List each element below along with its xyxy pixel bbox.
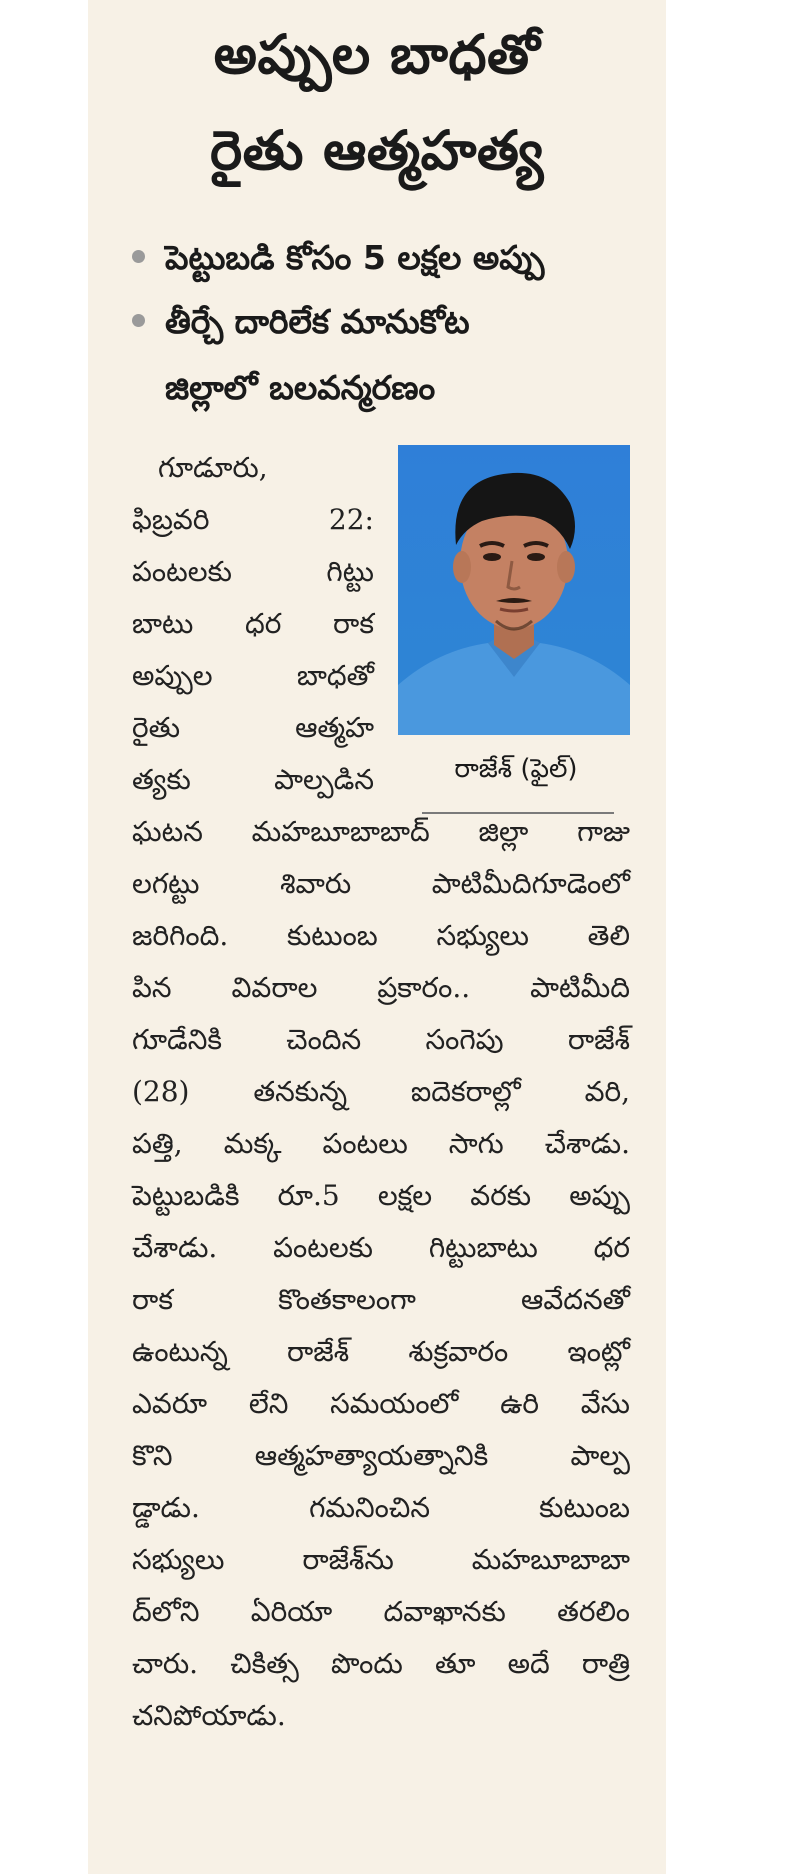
body-line: డ్డాడు. గమనించిన కుటుంబ <box>132 1491 630 1524</box>
body-line: బాటు ధర రాక <box>132 607 374 640</box>
body-line: ఫిబ్రవరి 22: <box>132 503 374 536</box>
body-line: రైతు ఆత్మహ <box>132 711 374 744</box>
body-line: రాక కొంతకాలంగా ఆవేదనతో <box>132 1283 630 1316</box>
body-line: చారు. చికిత్స పొందు తూ అదే రాత్రి <box>132 1647 630 1680</box>
subhead-bullet-2 <box>132 300 470 344</box>
body-line: ఉంటున్న రాజేశ్ శుక్రవారం ఇంట్లో <box>132 1335 630 1368</box>
portrait-illustration <box>398 445 630 735</box>
headline-line-2: రైతు ఆత్మహత్య <box>210 119 544 182</box>
body-line: పత్తి, మక్క పంటలు సాగు చేశాడు. <box>132 1127 630 1160</box>
body-line: చేశాడు. పంటలకు గిట్టుబాటు ధర <box>132 1231 630 1264</box>
subhead-text-2: తీర్చే దారిలేక మానుకోట <box>165 302 470 341</box>
body-line: పిన వివరాల ప్రకారం.. పాటిమీది <box>132 971 630 1004</box>
body-line: కొని ఆత్మహత్యాయత్నానికి పాల్ప <box>132 1439 630 1472</box>
subhead-text-1: పెట్టుబడి కోసం 5 లక్షల అప్పు <box>165 238 545 277</box>
bullet-icon <box>132 250 145 263</box>
farmer-photo <box>398 445 630 735</box>
body-line: ద్‌లోని ఏరియా దవాఖానకు తరలిం <box>132 1595 630 1628</box>
body-line: ఘటన మహబూబాబాద్ జిల్లా గాజు <box>132 815 630 848</box>
body-line: పెట్టుబడికి రూ.5 లక్షల వరకు అప్పు <box>132 1179 630 1212</box>
headline-line-1: అప్పుల బాధతో <box>213 23 541 86</box>
subhead-continuation: జిల్లాలో బలవన్మరణం <box>165 368 436 407</box>
subhead-bullet-1 <box>132 236 544 280</box>
body-line: త్యకు పాల్పడిన <box>132 763 374 796</box>
body-line: గూడేనికి చెందిన సంగెపు రాజేశ్ <box>132 1023 630 1056</box>
body-line: గూడూరు, <box>158 451 268 484</box>
body-line: జరిగింది. కుటుంబ సభ్యులు తెలి <box>132 919 630 952</box>
body-line-last: చనిపోయాడు. <box>132 1699 286 1732</box>
news-clipping <box>88 0 666 1874</box>
body-line: సభ్యులు రాజేశ్‌ను మహబూబాబా <box>132 1543 630 1576</box>
bullet-icon <box>132 314 145 327</box>
body-line: (28) తనకున్న ఐదెకరాల్లో వరి, <box>132 1075 630 1108</box>
body-line: లగట్టు శివారు పాటిమీదిగూడెంలో <box>132 867 630 900</box>
photo-caption: రాజేశ్ (ఫైల్) <box>454 754 578 784</box>
body-line: అప్పుల బాధతో <box>132 659 374 692</box>
body-line: పంటలకు గిట్టు <box>132 555 374 588</box>
body-line: ఎవరూ లేని సమయంలో ఉరి వేసు <box>132 1387 630 1420</box>
